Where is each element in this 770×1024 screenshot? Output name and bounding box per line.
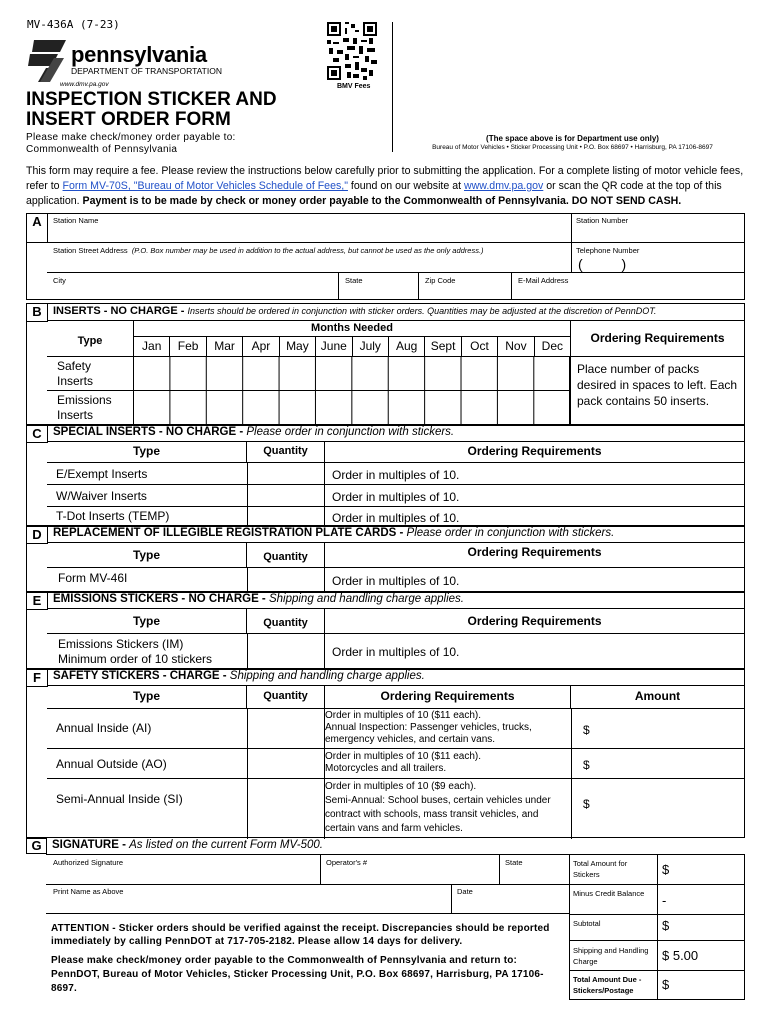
section-letter: F <box>27 670 48 687</box>
shipping-row: Shipping and Handling Charge $ 5.00 <box>570 941 744 971</box>
mailing-instructions: Please make check/money order payable to the Commonwealth of Pennsylvania and return to: PennDOT, Bureau of Motor Vehicles, Sticker Processing Unit, P.O. Box 68697, Harrisburg, PA 17106-8697. <box>51 955 544 994</box>
fee-schedule-link[interactable]: Form MV-70S, "Bureau of Motor Vehicles Schedule of Fees," <box>62 180 348 192</box>
total-due-value[interactable]: $ <box>662 977 670 992</box>
quantity-header: Quantity <box>247 442 325 462</box>
inserts-req-text: Place number of packs desired in spaces to left. Each pack contains 50 inserts. <box>570 356 744 425</box>
ordering-req-header: Ordering Requirements <box>467 545 602 559</box>
telephone-field[interactable]: Telephone Number ( ) <box>571 242 744 272</box>
mv46i-row: Form MV-46I Order in multiples of 10. <box>47 567 744 592</box>
section-letter: E <box>27 593 48 610</box>
logo-dept: DEPARTMENT OF TRANSPORTATION <box>71 66 222 76</box>
zip-field[interactable]: Zip Code <box>418 272 511 300</box>
ordering-req-header: Ordering Requirements <box>467 614 602 628</box>
section-letter: B <box>27 304 48 322</box>
waiver-inserts-row: W/Waiver Inserts Order in multiples of 10. <box>47 484 744 506</box>
section-a <box>26 213 745 300</box>
total-due-row: Total Amount Due - Stickers/Postage $ <box>570 971 744 999</box>
section-d <box>26 526 745 592</box>
annual-outside-row: Annual Outside (AO) Order in multiples of 10 ($11 each). Motorcycles and all trailers. $ <box>47 748 744 778</box>
section-c-header: SPECIAL INSERTS - NO CHARGE - Please order in conjunction with stickers. <box>47 426 744 442</box>
month-mar: Mar <box>207 337 243 356</box>
annual-outside-amount[interactable]: $ <box>571 749 744 779</box>
month-june: June <box>316 337 352 356</box>
logo-url: www.dmv.pa.gov <box>60 81 109 88</box>
station-number-field[interactable]: Station Number <box>571 214 744 242</box>
header-divider <box>392 22 393 152</box>
shipping-value: $ 5.00 <box>662 948 699 963</box>
month-apr: Apr <box>243 337 279 356</box>
subtotal-value[interactable]: $ <box>662 918 670 933</box>
authorized-signature-field[interactable]: Authorized Signature <box>46 855 320 885</box>
payto-note: Please make check/money order payable to: Commonwealth of Pennsylvania <box>26 132 236 155</box>
qr-code-icon[interactable] <box>327 22 377 80</box>
bureau-address: Bureau of Motor Vehicles • Sticker Processing Unit • P.O. Box 68697 • Harrisburg, PA 17106-8697 <box>432 144 713 151</box>
tdot-inserts-row: T-Dot Inserts (TEMP) Order in multiples of 10. <box>47 506 744 526</box>
semi-annual-row: Semi-Annual Inside (SI) Order in multiples of 10 ($9 each). Semi-Annual: School buses, certain vehicles under contract with schools, mass transit vehicles, and certain vans and farm vehicles. $ <box>47 778 744 838</box>
section-b <box>26 303 745 425</box>
semi-annual-amount[interactable]: $ <box>571 779 744 839</box>
type-header: Type <box>47 686 247 708</box>
quantity-header: Quantity <box>247 543 325 567</box>
type-header: Type <box>77 335 103 347</box>
ordering-req-header: Ordering Requirements <box>325 686 571 708</box>
waiver-qty-input[interactable] <box>247 485 325 507</box>
ordering-req-header: Ordering Requirements <box>467 444 602 458</box>
month-feb: Feb <box>170 337 206 356</box>
exempt-qty-input[interactable] <box>247 463 325 485</box>
quantity-header: Quantity <box>247 686 325 708</box>
annual-inside-qty-input[interactable] <box>247 709 325 749</box>
section-b-header: INSERTS - NO CHARGE - Inserts should be ordered in conjunction with sticker orders. Quantities may be adjusted at the discretion of PennDOT. <box>47 304 744 321</box>
type-header: Type <box>47 609 247 633</box>
city-field[interactable]: City <box>47 272 338 300</box>
tdot-qty-input[interactable] <box>247 507 325 527</box>
section-g-header: SIGNATURE - As listed on the current Form MV-500. <box>52 839 323 851</box>
type-header: Type <box>47 543 247 567</box>
section-d-header: REPLACEMENT OF ILLEGIBLE REGISTRATION PLATE CARDS - Please order in conjunction with stickers. <box>47 527 744 543</box>
website-link[interactable]: www.dmv.pa.gov <box>464 180 544 192</box>
street-address-field[interactable]: Station Street Address (P.O. Box number may be used in addition to the actual address, but cannot be used as the only address.) <box>47 242 571 272</box>
section-letter: D <box>27 527 48 544</box>
emissions-inserts-row: Emissions Inserts <box>47 390 570 425</box>
annual-outside-qty-input[interactable] <box>247 749 325 779</box>
amount-header: Amount <box>634 689 681 703</box>
emissions-stickers-row: Emissions Stickers (IM) Minimum order of 10 stickers Order in multiples of 10. <box>47 633 744 669</box>
qr-caption: BMV Fees <box>337 83 371 90</box>
totals-box <box>569 854 745 1000</box>
month-aug: Aug <box>389 337 425 356</box>
attention-note: ATTENTION - Sticker orders should be verified against the receipt. Discrepancies should be reported immediately by calling PennDOT at 717-705-2182. Please allow 14 days for delivery. <box>51 923 550 947</box>
section-letter: A <box>27 214 48 243</box>
semi-annual-qty-input[interactable] <box>247 779 325 839</box>
email-field[interactable]: E-Mail Address <box>511 272 744 300</box>
operator-number-field[interactable]: Operator's # <box>320 855 499 885</box>
month-qty-grid[interactable] <box>133 356 570 425</box>
type-header: Type <box>47 442 247 462</box>
month-sept: Sept <box>425 337 461 356</box>
exempt-inserts-row: E/Exempt Inserts Order in multiples of 10. <box>47 462 744 484</box>
form-code: MV-436A (7-23) <box>27 18 120 31</box>
section-e <box>26 592 745 669</box>
month-dec: Dec <box>541 339 564 353</box>
keystone-logo-icon <box>28 38 70 82</box>
signature-state-field[interactable]: State <box>499 855 569 885</box>
dept-use-note: (The space above is for Department use only) <box>486 134 659 143</box>
annual-inside-amount[interactable]: $ <box>571 709 744 749</box>
month-may: May <box>280 337 316 356</box>
quantity-header: Quantity <box>247 609 325 633</box>
safety-inserts-row: Safety Inserts <box>47 356 570 390</box>
print-name-field[interactable]: Print Name as Above <box>53 887 124 896</box>
total-stickers-row: Total Amount for Stickers $ <box>570 855 744 885</box>
months-row <box>133 337 570 356</box>
penndot-logo <box>28 38 228 94</box>
month-oct: Oct <box>462 337 498 356</box>
credit-balance-row: Minus Credit Balance - <box>570 885 744 915</box>
section-letter: C <box>27 426 48 443</box>
emissions-qty-input[interactable] <box>247 634 325 670</box>
total-stickers-value[interactable]: $ <box>662 862 670 877</box>
state-field[interactable]: State <box>338 272 418 300</box>
station-name-field[interactable]: Station Name <box>53 216 99 225</box>
section-f-header: SAFETY STICKERS - CHARGE - Shipping and handling charge applies. <box>47 670 744 686</box>
section-e-header: EMISSIONS STICKERS - NO CHARGE - Shipping and handling charge applies. <box>47 593 744 609</box>
month-july: July <box>353 337 389 356</box>
subtotal-row: Subtotal $ <box>570 915 744 941</box>
section-g-letter-box: G <box>26 838 47 854</box>
month-jan: Jan <box>134 337 170 356</box>
ordering-req-header: Ordering Requirements <box>570 321 744 356</box>
months-header: Months Needed <box>133 321 570 337</box>
section-c <box>26 425 745 526</box>
date-field[interactable]: Date <box>451 885 569 914</box>
signature-block <box>46 854 569 914</box>
section-f <box>26 669 745 838</box>
logo-name: pennsylvania <box>71 42 207 67</box>
intro-text: This form may require a fee. Please review the instructions below carefully prior to submitting the application. For a complete listing of motor vehicle fees, refer to Form MV-70S, "Bureau of Motor Vehicles Schedule of Fees," found on our website at www.dmv.pa.gov or scan the QR code at the top of this application. Payment is to be made by check or money order payable to the Commonwealth of Pennsylvania. DO NOT SEND CASH. <box>26 165 744 207</box>
form-title: INSPECTION STICKER AND INSERT ORDER FORM <box>26 89 277 130</box>
annual-inside-row: Annual Inside (AI) Order in multiples of 10 ($11 each). Annual Inspection: Passenger vehicles, trucks, emergency vehicles, and certain vans. $ <box>47 708 744 748</box>
credit-balance-value[interactable]: - <box>662 893 667 908</box>
mv46i-qty-input[interactable] <box>247 568 325 593</box>
month-nov: Nov <box>498 337 534 356</box>
